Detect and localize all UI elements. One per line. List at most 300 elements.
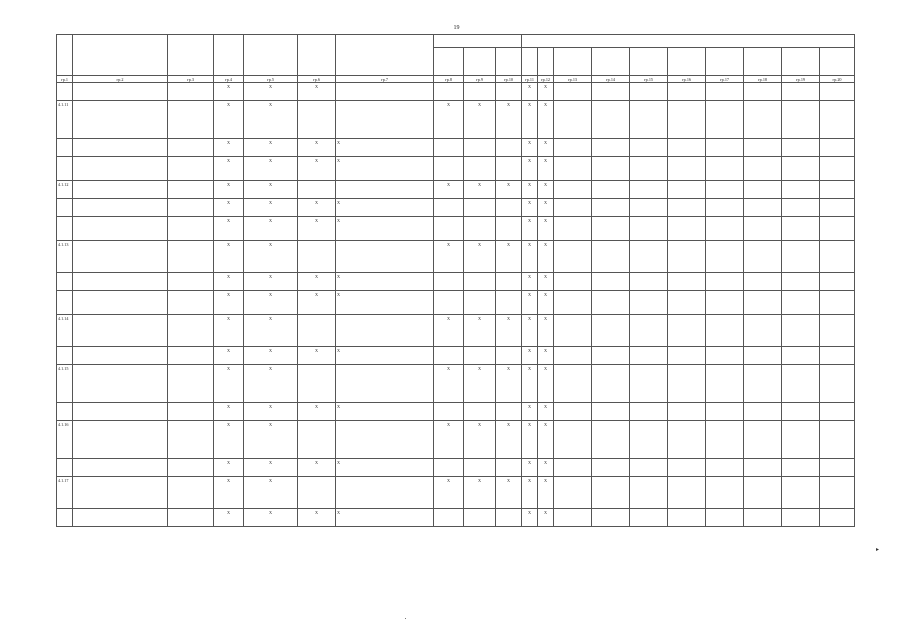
- row-description: [73, 241, 168, 273]
- row-value-cell: [592, 509, 630, 527]
- row-unit: [168, 273, 214, 291]
- column-number: гр.15: [630, 76, 668, 83]
- row-value-cell: [820, 347, 855, 365]
- row-col8: X: [434, 181, 464, 199]
- header-cell: [168, 35, 214, 76]
- row-value-cell: [630, 315, 668, 347]
- row-col11: X: [522, 347, 538, 365]
- row-col12: X: [538, 217, 554, 241]
- row-col11: X: [522, 291, 538, 315]
- row-value-cell: [554, 403, 592, 421]
- row-value-cell: [782, 477, 820, 509]
- row-value-cell: [706, 273, 744, 291]
- row-value-cell: [554, 509, 592, 527]
- row-col5: X: [244, 241, 298, 273]
- row-value-cell: [630, 509, 668, 527]
- row-col8: [434, 157, 464, 181]
- row-col6: X: [298, 291, 336, 315]
- row-col8: X: [434, 101, 464, 139]
- header-cell: [496, 48, 522, 76]
- row-value-cell: [706, 217, 744, 241]
- column-number: гр.9: [464, 76, 496, 83]
- row-col11: X: [522, 181, 538, 199]
- row-col10: X: [496, 241, 522, 273]
- row-value-cell: [630, 241, 668, 273]
- row-value-cell: [592, 181, 630, 199]
- row-col8: [434, 217, 464, 241]
- row-number: [57, 273, 73, 291]
- column-number: гр.1: [57, 76, 73, 83]
- row-value-cell: [668, 181, 706, 199]
- row-col9: [464, 291, 496, 315]
- row-col4: X: [214, 101, 244, 139]
- row-value-cell: [592, 315, 630, 347]
- row-value-cell: [554, 291, 592, 315]
- row-col11: X: [522, 83, 538, 101]
- row-col5: X: [244, 217, 298, 241]
- row-value-cell: [554, 181, 592, 199]
- row-value-cell: [744, 347, 782, 365]
- row-value-cell: [630, 403, 668, 421]
- row-value-cell: [706, 477, 744, 509]
- row-col6: [298, 181, 336, 199]
- header-cell: [668, 48, 706, 76]
- row-value-cell: [668, 241, 706, 273]
- row-col4: X: [214, 291, 244, 315]
- row-value-cell: [668, 217, 706, 241]
- row-value-cell: [668, 403, 706, 421]
- row-value-cell: [744, 365, 782, 403]
- row-col4: X: [214, 459, 244, 477]
- row-col12: X: [538, 139, 554, 157]
- row-value-cell: [668, 315, 706, 347]
- row-value-cell: [592, 347, 630, 365]
- row-value-cell: [782, 365, 820, 403]
- row-col12: X: [538, 273, 554, 291]
- row-value-cell: [820, 83, 855, 101]
- row-value-cell: [592, 365, 630, 403]
- row-description: [73, 403, 168, 421]
- row-col8: X: [434, 241, 464, 273]
- row-col4: X: [214, 139, 244, 157]
- row-col8: X: [434, 477, 464, 509]
- row-value-cell: [630, 477, 668, 509]
- row-value-cell: [820, 101, 855, 139]
- table-row: [57, 181, 855, 199]
- row-value-cell: [554, 217, 592, 241]
- column-number: гр.6: [298, 76, 336, 83]
- row-value-cell: [706, 83, 744, 101]
- row-col6: [298, 421, 336, 459]
- column-number: гр.19: [782, 76, 820, 83]
- row-col4: X: [214, 241, 244, 273]
- row-col5: X: [244, 477, 298, 509]
- row-col8: [434, 83, 464, 101]
- row-value-cell: [592, 291, 630, 315]
- row-col10: [496, 217, 522, 241]
- row-value-cell: [744, 241, 782, 273]
- row-col12: X: [538, 315, 554, 347]
- row-col4: X: [214, 273, 244, 291]
- row-col6: [298, 241, 336, 273]
- row-number: [57, 347, 73, 365]
- row-col4: X: [214, 347, 244, 365]
- table-row: [57, 315, 855, 347]
- row-col6: X: [298, 347, 336, 365]
- row-col10: [496, 273, 522, 291]
- row-col7: X: [336, 291, 434, 315]
- row-col4: X: [214, 403, 244, 421]
- row-value-cell: [592, 477, 630, 509]
- row-col8: [434, 273, 464, 291]
- table-body: [57, 83, 855, 527]
- row-value-cell: [554, 421, 592, 459]
- row-value-cell: [820, 139, 855, 157]
- row-col9: [464, 217, 496, 241]
- row-number: 4.1.15: [57, 365, 73, 403]
- row-description: [73, 83, 168, 101]
- row-value-cell: [630, 83, 668, 101]
- row-col4: X: [214, 181, 244, 199]
- row-col6: X: [298, 403, 336, 421]
- row-value-cell: [554, 139, 592, 157]
- row-col7: [336, 83, 434, 101]
- row-value-cell: [820, 291, 855, 315]
- row-value-cell: [744, 509, 782, 527]
- row-value-cell: [554, 347, 592, 365]
- row-col10: [496, 139, 522, 157]
- row-value-cell: [706, 199, 744, 217]
- scan-speck: [405, 618, 406, 619]
- table-row: [57, 421, 855, 459]
- row-value-cell: [782, 347, 820, 365]
- row-col5: X: [244, 421, 298, 459]
- row-value-cell: [744, 459, 782, 477]
- row-value-cell: [782, 199, 820, 217]
- row-value-cell: [668, 421, 706, 459]
- row-unit: [168, 459, 214, 477]
- row-value-cell: [592, 421, 630, 459]
- row-col12: X: [538, 181, 554, 199]
- row-description: [73, 347, 168, 365]
- row-col8: [434, 459, 464, 477]
- row-value-cell: [782, 315, 820, 347]
- column-number: гр.11: [522, 76, 538, 83]
- header-cell: [73, 35, 168, 76]
- row-col9: X: [464, 241, 496, 273]
- row-col6: X: [298, 157, 336, 181]
- column-number: гр.18: [744, 76, 782, 83]
- row-col9: X: [464, 421, 496, 459]
- row-number: [57, 157, 73, 181]
- row-value-cell: [668, 291, 706, 315]
- row-value-cell: [592, 83, 630, 101]
- header-cell: [782, 48, 820, 76]
- row-value-cell: [820, 403, 855, 421]
- row-value-cell: [592, 273, 630, 291]
- row-value-cell: [820, 181, 855, 199]
- row-col6: X: [298, 199, 336, 217]
- row-unit: [168, 101, 214, 139]
- row-value-cell: [668, 199, 706, 217]
- row-unit: [168, 365, 214, 403]
- row-value-cell: [630, 347, 668, 365]
- row-value-cell: [592, 101, 630, 139]
- row-col10: X: [496, 365, 522, 403]
- row-value-cell: [782, 217, 820, 241]
- row-col9: X: [464, 315, 496, 347]
- row-value-cell: [630, 365, 668, 403]
- row-col11: X: [522, 241, 538, 273]
- row-col12: X: [538, 347, 554, 365]
- row-value-cell: [706, 291, 744, 315]
- row-col11: X: [522, 365, 538, 403]
- row-value-cell: [668, 157, 706, 181]
- row-unit: [168, 315, 214, 347]
- row-value-cell: [706, 181, 744, 199]
- row-value-cell: [706, 241, 744, 273]
- row-value-cell: [820, 509, 855, 527]
- row-value-cell: [782, 421, 820, 459]
- row-col4: X: [214, 157, 244, 181]
- table-row: [57, 241, 855, 273]
- row-col4: X: [214, 315, 244, 347]
- row-value-cell: [782, 139, 820, 157]
- row-col7: [336, 477, 434, 509]
- table-row: [57, 101, 855, 139]
- row-description: [73, 139, 168, 157]
- row-value-cell: [744, 139, 782, 157]
- row-col12: X: [538, 157, 554, 181]
- row-col6: X: [298, 509, 336, 527]
- row-col5: X: [244, 101, 298, 139]
- row-description: [73, 217, 168, 241]
- row-value-cell: [630, 421, 668, 459]
- row-value-cell: [744, 315, 782, 347]
- row-col8: [434, 199, 464, 217]
- header-cell: [554, 48, 592, 76]
- row-value-cell: [630, 181, 668, 199]
- row-number: [57, 403, 73, 421]
- row-value-cell: [630, 101, 668, 139]
- row-unit: [168, 157, 214, 181]
- row-value-cell: [592, 199, 630, 217]
- row-col6: [298, 315, 336, 347]
- table-row: [57, 217, 855, 241]
- row-col7: [336, 101, 434, 139]
- row-unit: [168, 509, 214, 527]
- row-value-cell: [668, 139, 706, 157]
- row-col10: X: [496, 421, 522, 459]
- row-col4: X: [214, 83, 244, 101]
- row-number: 4.1.17: [57, 477, 73, 509]
- row-value-cell: [744, 421, 782, 459]
- row-value-cell: [706, 365, 744, 403]
- row-value-cell: [706, 421, 744, 459]
- row-value-cell: [668, 273, 706, 291]
- row-value-cell: [554, 273, 592, 291]
- row-col9: [464, 347, 496, 365]
- header-cell: [336, 35, 434, 76]
- row-value-cell: [554, 459, 592, 477]
- row-col7: X: [336, 139, 434, 157]
- row-number: 4.1.11: [57, 101, 73, 139]
- row-description: [73, 101, 168, 139]
- row-col5: X: [244, 157, 298, 181]
- header-row-1: [57, 35, 855, 48]
- row-col11: X: [522, 139, 538, 157]
- row-col5: X: [244, 181, 298, 199]
- row-col6: X: [298, 139, 336, 157]
- row-col7: [336, 365, 434, 403]
- column-number: гр.3: [168, 76, 214, 83]
- row-col12: X: [538, 477, 554, 509]
- row-col7: X: [336, 273, 434, 291]
- row-value-cell: [554, 157, 592, 181]
- row-col10: [496, 199, 522, 217]
- row-number: [57, 291, 73, 315]
- row-unit: [168, 347, 214, 365]
- row-col5: X: [244, 365, 298, 403]
- row-unit: [168, 181, 214, 199]
- row-value-cell: [554, 315, 592, 347]
- row-col10: [496, 157, 522, 181]
- row-value-cell: [744, 273, 782, 291]
- header-cell: [820, 48, 855, 76]
- column-number-row: [57, 76, 855, 83]
- table-row: [57, 365, 855, 403]
- row-number: 4.1.13: [57, 241, 73, 273]
- column-number: гр.2: [73, 76, 168, 83]
- row-col7: X: [336, 217, 434, 241]
- header-cell: [630, 48, 668, 76]
- row-col8: [434, 509, 464, 527]
- row-description: [73, 365, 168, 403]
- table-row: [57, 199, 855, 217]
- table-row: [57, 291, 855, 315]
- row-col7: X: [336, 509, 434, 527]
- row-value-cell: [630, 217, 668, 241]
- row-description: [73, 181, 168, 199]
- row-value-cell: [630, 459, 668, 477]
- row-number: [57, 139, 73, 157]
- row-value-cell: [630, 139, 668, 157]
- row-col11: X: [522, 403, 538, 421]
- row-value-cell: [668, 509, 706, 527]
- row-number: 4.1.16: [57, 421, 73, 459]
- row-description: [73, 291, 168, 315]
- row-col12: X: [538, 199, 554, 217]
- row-value-cell: [592, 403, 630, 421]
- row-unit: [168, 421, 214, 459]
- row-value-cell: [820, 199, 855, 217]
- column-number: гр.7: [336, 76, 434, 83]
- row-col12: X: [538, 403, 554, 421]
- row-number: [57, 509, 73, 527]
- row-col5: X: [244, 291, 298, 315]
- row-col8: [434, 139, 464, 157]
- row-col4: X: [214, 477, 244, 509]
- row-value-cell: [782, 83, 820, 101]
- row-value-cell: [706, 139, 744, 157]
- row-value-cell: [668, 101, 706, 139]
- row-col4: X: [214, 421, 244, 459]
- row-col10: X: [496, 101, 522, 139]
- row-number: [57, 199, 73, 217]
- row-value-cell: [554, 365, 592, 403]
- row-value-cell: [820, 421, 855, 459]
- row-number: [57, 459, 73, 477]
- row-value-cell: [820, 315, 855, 347]
- row-col8: X: [434, 315, 464, 347]
- row-col6: X: [298, 83, 336, 101]
- row-col9: [464, 157, 496, 181]
- row-number: 4.1.12: [57, 181, 73, 199]
- row-value-cell: [668, 459, 706, 477]
- row-col7: [336, 241, 434, 273]
- row-col4: X: [214, 509, 244, 527]
- row-col6: [298, 101, 336, 139]
- row-col9: [464, 199, 496, 217]
- row-col7: X: [336, 199, 434, 217]
- row-value-cell: [706, 157, 744, 181]
- row-value-cell: [820, 217, 855, 241]
- row-col10: X: [496, 181, 522, 199]
- row-description: [73, 273, 168, 291]
- row-value-cell: [592, 241, 630, 273]
- row-number: [57, 217, 73, 241]
- row-value-cell: [592, 139, 630, 157]
- row-col11: X: [522, 315, 538, 347]
- row-value-cell: [744, 101, 782, 139]
- row-number: [57, 83, 73, 101]
- row-col5: X: [244, 347, 298, 365]
- row-value-cell: [820, 365, 855, 403]
- page-number: 19: [453, 25, 460, 31]
- row-col12: X: [538, 241, 554, 273]
- header-cell: [434, 35, 522, 48]
- page-edge-mark-icon: ▸: [875, 547, 879, 553]
- row-unit: [168, 199, 214, 217]
- row-col8: [434, 403, 464, 421]
- row-col11: X: [522, 421, 538, 459]
- row-col9: [464, 403, 496, 421]
- column-number: гр.12: [538, 76, 554, 83]
- table-row: [57, 509, 855, 527]
- row-value-cell: [782, 291, 820, 315]
- header-cell: [744, 48, 782, 76]
- row-value-cell: [782, 509, 820, 527]
- row-col7: [336, 315, 434, 347]
- row-col11: X: [522, 217, 538, 241]
- row-col12: X: [538, 509, 554, 527]
- row-col5: X: [244, 403, 298, 421]
- row-value-cell: [706, 347, 744, 365]
- row-col5: X: [244, 139, 298, 157]
- row-value-cell: [554, 199, 592, 217]
- row-value-cell: [820, 241, 855, 273]
- row-col11: X: [522, 273, 538, 291]
- row-col10: [496, 83, 522, 101]
- row-col8: [434, 347, 464, 365]
- row-value-cell: [820, 273, 855, 291]
- row-col7: X: [336, 403, 434, 421]
- row-value-cell: [554, 101, 592, 139]
- row-value-cell: [706, 459, 744, 477]
- row-col11: X: [522, 459, 538, 477]
- header-cell: [57, 35, 73, 76]
- row-col11: X: [522, 509, 538, 527]
